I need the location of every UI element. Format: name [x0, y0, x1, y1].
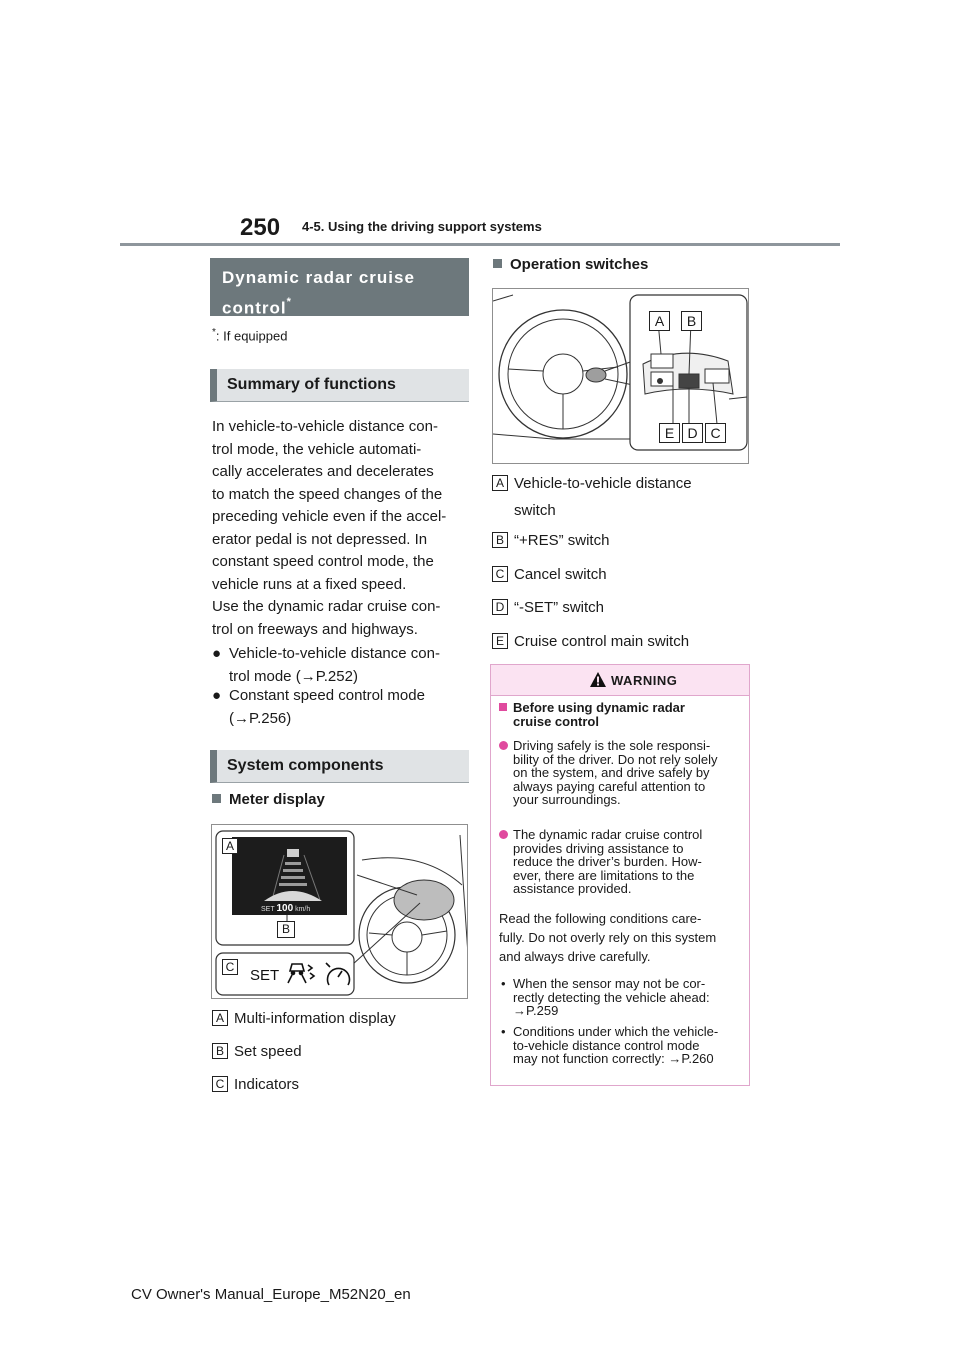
warning-read-paragraph	[499, 909, 747, 966]
dash-bullet-icon: •	[501, 976, 506, 991]
warning-box	[490, 664, 750, 1086]
section-title: 4-5. Using the driving support systems	[302, 219, 542, 234]
summary-line: to match the speed changes of the	[212, 485, 443, 503]
warning-item-line: bility of the driver. Do not rely solely	[513, 751, 718, 767]
warning-dash-line: rectly detecting the vehicle ahead:	[513, 989, 710, 1005]
bullet-dot-icon: ●	[212, 687, 222, 704]
legend-text: Indicators	[234, 1076, 300, 1093]
legend-item	[212, 1041, 472, 1065]
use-line: trol on freeways and highways.	[212, 620, 418, 638]
legend-key-badge: C	[492, 566, 508, 582]
meter-speed-unit: km/h	[295, 906, 311, 913]
callout-d-label: D	[682, 423, 703, 443]
use-line: Use the dynamic radar cruise con-	[212, 598, 441, 615]
main-heading-asterisk: *	[286, 296, 292, 308]
callout-b-label: B	[277, 921, 295, 938]
switch-figure	[492, 288, 749, 464]
meter-set-speed: 100	[276, 903, 294, 914]
legend-key-badge: A	[212, 1010, 228, 1026]
summary-line: preceding vehicle even if the accel-	[212, 508, 447, 525]
pink-dot-bullet-icon	[499, 741, 508, 750]
summary-line: erator pedal is not depressed. In	[212, 530, 428, 548]
warning-dash-line: When the sensor may not be cor-	[513, 976, 706, 991]
warning-subheading-line: Before using dynamic radar	[513, 700, 685, 715]
dash-bullet-icon: •	[501, 1024, 506, 1039]
square-bullet-icon	[212, 794, 221, 803]
footnote	[212, 327, 287, 343]
summary-line: In vehicle-to-vehicle distance con-	[212, 418, 438, 435]
callout-e-label: E	[659, 423, 680, 443]
warning-read-line: fully. Do not overly rely on this system	[499, 930, 717, 945]
pink-dot-bullet-icon	[499, 830, 508, 839]
warning-item-line: Driving safely is the sole responsi-	[513, 738, 711, 753]
warning-dash-line: Conditions under which the vehicle-	[513, 1024, 719, 1039]
meter-set-text	[261, 903, 310, 914]
warning-item	[499, 828, 744, 896]
warning-item-line: The dynamic radar cruise control	[513, 827, 703, 842]
meter-heading-text: Meter display	[229, 791, 325, 808]
warning-item-line: on the system, and drive safely by	[513, 765, 710, 780]
legend-item	[492, 597, 752, 621]
bullet-link-line[interactable]: (→P.256)	[229, 709, 292, 727]
bullet-item	[212, 685, 472, 731]
meter-heading	[212, 791, 325, 808]
main-heading-text: Dynamic radar cruise control	[222, 268, 415, 318]
bullet-dot-icon: ●	[212, 645, 222, 662]
summary-paragraph	[212, 416, 472, 596]
bullet-line: Constant speed control mode	[229, 687, 425, 704]
footer-manual-name: CV Owner's Manual_Europe_M52N20_en	[131, 1286, 411, 1303]
legend-item	[492, 473, 752, 523]
meter-set-label: SET	[261, 906, 275, 913]
callout-c-label: C	[705, 423, 726, 443]
main-heading	[210, 258, 469, 316]
warning-read-line: and always drive carefully.	[499, 949, 651, 964]
warning-title: WARNING	[611, 673, 678, 688]
summary-line: cally accelerates and decelerates	[212, 463, 434, 480]
summary-line: trol mode, the vehicle automati-	[212, 440, 422, 458]
bullet-link-line[interactable]: trol mode (→P.252)	[229, 667, 358, 685]
legend-key-badge: D	[492, 599, 508, 615]
legend-item	[492, 564, 752, 588]
warning-item-line: always paying careful attention to	[513, 778, 706, 794]
warning-item-line: assistance provided.	[513, 881, 632, 896]
warning-dash-item	[499, 1025, 744, 1066]
callout-a-label: A	[222, 838, 238, 854]
warning-item-line: ever, there are limitations to the	[513, 867, 695, 883]
warning-dash-line: to-vehicle distance control mode	[513, 1037, 700, 1053]
legend-key-badge: B	[492, 532, 508, 548]
warning-item-line: provides driving assistance to	[513, 840, 684, 856]
legend-text: Cruise control main switch	[514, 633, 690, 650]
legend-text: “+RES” switch	[514, 532, 610, 549]
bullet-item	[212, 643, 472, 689]
pink-square-bullet-icon	[499, 703, 507, 711]
legend-text: Vehicle-to-vehicle distance	[514, 475, 692, 492]
square-bullet-icon	[493, 259, 502, 268]
summary-heading: Summary of functions	[210, 369, 469, 402]
warning-triangle-icon	[589, 671, 607, 688]
legend-text: Multi-information display	[234, 1010, 396, 1027]
indicator-set-text: SET	[250, 967, 280, 984]
summary-line: constant speed control mode, the	[212, 553, 434, 570]
legend-key-badge: E	[492, 633, 508, 649]
legend-key-badge: B	[212, 1043, 228, 1059]
warning-subheading-line: cruise control	[513, 713, 599, 729]
use-paragraph	[212, 596, 472, 641]
warning-item-line: your surroundings.	[513, 792, 621, 807]
warning-dash-link[interactable]: →P.259	[513, 1003, 559, 1018]
footnote-mark: *	[212, 327, 216, 338]
callout-c-label: C	[222, 959, 238, 975]
warning-item-line: reduce the driver’s burden. How-	[513, 854, 702, 869]
legend-key-badge: C	[212, 1076, 228, 1092]
callout-a-label: A	[649, 311, 670, 331]
warning-read-line: Read the following conditions care-	[499, 911, 702, 926]
warning-header	[491, 665, 749, 696]
warning-subheading	[499, 701, 744, 728]
switch-heading-text: Operation switches	[510, 256, 649, 273]
meter-display-figure	[211, 824, 468, 999]
legend-text: switch	[514, 502, 556, 519]
legend-text: Cancel switch	[514, 566, 607, 583]
warning-dash-link[interactable]: may not function correctly: →P.260	[513, 1051, 714, 1066]
summary-line: vehicle runs at a fixed speed.	[212, 575, 407, 593]
switch-heading	[493, 256, 648, 273]
components-heading: System components	[210, 750, 469, 783]
bullet-line: Vehicle-to-vehicle distance con-	[229, 645, 440, 662]
callout-b-label: B	[681, 311, 702, 331]
footnote-text: : If equipped	[215, 328, 288, 344]
legend-item	[492, 631, 752, 655]
legend-item	[492, 530, 752, 554]
page-number: 250	[240, 214, 281, 241]
header-rule	[120, 243, 840, 246]
legend-item	[212, 1008, 472, 1032]
warning-item	[499, 739, 744, 807]
legend-text: “-SET” switch	[514, 599, 604, 616]
legend-key-badge: A	[492, 475, 508, 491]
legend-item	[212, 1074, 472, 1098]
warning-dash-item	[499, 977, 744, 1018]
legend-text: Set speed	[234, 1043, 302, 1060]
